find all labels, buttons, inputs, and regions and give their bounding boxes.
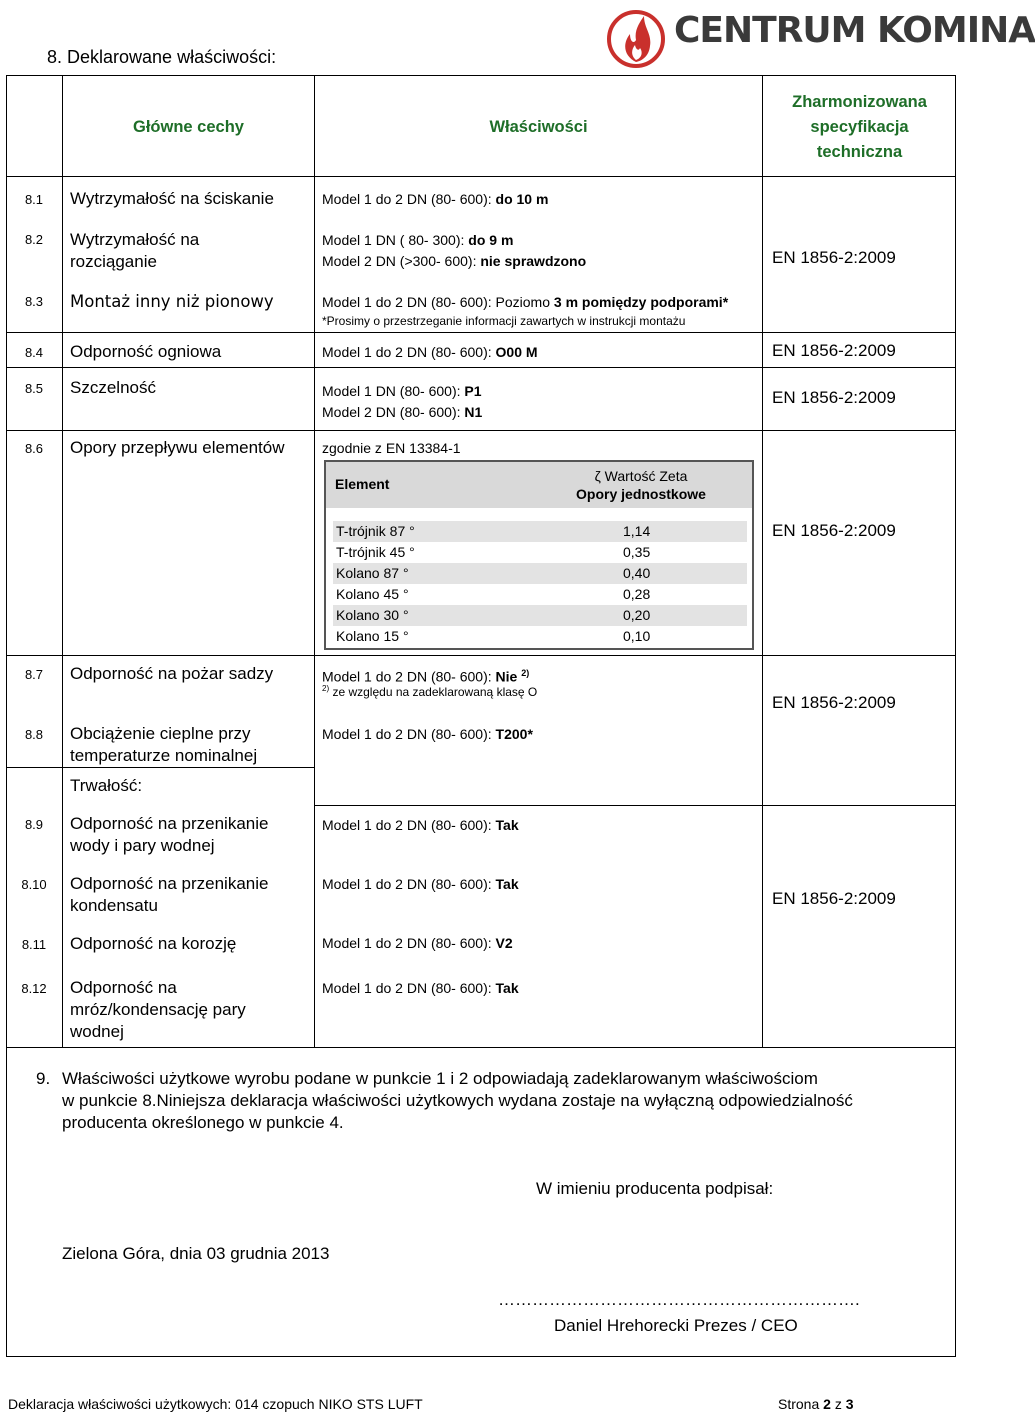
section-9-text [62,1068,942,1134]
property-value: 3 m pomiędzy podporami* [553,294,729,310]
standard-reference: EN 1856-2:2009 [772,341,896,360]
row-feature: Szczelność [70,378,156,397]
zeta-row [333,584,747,605]
footnote-mark: 2) [322,684,330,693]
zeta-row [333,542,747,563]
row-feature [70,977,246,1043]
zeta-table [324,460,754,650]
row-property: zgodnie z EN 13384-1 [322,440,461,456]
row-number: 8.7 [24,667,44,682]
table-bottom-line [6,1047,956,1048]
footer-document-title: Deklaracja właściwości użytkowych: 014 czopuch NIKO STS LUFT [8,1396,423,1412]
feature-line: mróz/kondensację pary [70,1000,246,1019]
row-property [322,189,548,210]
feature-line: Odporność na [70,978,177,997]
zeta-row [333,626,747,647]
page-label: Strona [778,1396,824,1412]
installation-note: *Prosimy o przestrzeganie informacji zawartych w instrukcji montażu [322,314,686,328]
row-property [322,381,482,402]
row-feature [70,813,268,857]
property-text: Model 1 do 2 DN (80- 600): Poziomo [322,294,554,310]
signature-line: ………………………………………………………. [498,1290,860,1309]
row-number: 8.5 [24,381,44,396]
row-property [322,292,728,313]
feature-line: kondensatu [70,896,158,915]
property-text: Model 1 do 2 DN (80- 600): [322,980,496,996]
property-text: Model 1 DN (80- 600): [322,383,465,399]
row-property [322,342,538,363]
logo-text: CENTRUM KOMINA [674,10,1035,51]
feature-line: Odporność na przenikanie [70,874,269,893]
header-spec-line: techniczna [816,142,903,161]
section-9-number: 9. [36,1069,51,1088]
row-number: 8.9 [24,817,44,832]
section-9-line: producenta określonego w punkcie 4. [62,1113,344,1132]
row-property [322,874,519,895]
footnote-text [322,684,537,699]
total-pages: 3 [845,1396,854,1412]
zeta-value: 0,10 [623,628,651,644]
property-text: Model 1 do 2 DN (80- 600): [322,876,496,892]
zeta-value: 0,28 [623,586,651,602]
zeta-element: Kolano 45 ° [336,586,409,602]
row-number: 8.1 [24,192,44,207]
property-value: Nie [495,668,522,685]
standard-reference: EN 1856-2:2009 [772,889,896,908]
row-feature: Odporność ogniowa [70,342,222,361]
property-value: N1 [464,404,483,420]
row-property [322,815,519,836]
footnote-mark: 2) [521,668,530,678]
footnote-body: ze względu na zadeklarowaną klasę O [329,685,538,699]
property-value: nie sprawdzono [480,253,587,269]
zeta-col-value [546,467,736,503]
zeta-table-header [326,462,752,508]
header-main-features: Główne cechy [133,118,244,136]
header-spec-line: Zharmonizowana [792,92,927,111]
current-page: 2 [823,1396,831,1412]
zeta-value: 0,20 [623,607,651,623]
section-9-line: w punkcie 8.Niniejsza deklaracja właściwości użytkowych wydana zostaje na wyłączną odpowiedzialność [62,1091,853,1110]
zeta-col-value-line: Opory jednostkowe [576,486,706,502]
property-text: Model 1 do 2 DN (80- 600): [322,726,496,742]
zeta-element: Kolano 30 ° [336,607,409,623]
zeta-row [333,605,747,626]
row-divider [6,767,314,768]
zeta-row [333,563,747,584]
header-properties: Właściwości [489,118,588,136]
property-text: Model 1 do 2 DN (80- 600): [322,817,496,833]
zeta-col-element: Element [335,476,390,492]
property-value: do 10 m [495,191,549,207]
row-divider [6,655,956,656]
property-value: Tak [495,980,519,996]
section-heading: 8. Deklarowane właściwości: [47,47,277,67]
feature-line: wodnej [70,1022,124,1041]
column-divider-1 [62,75,63,1047]
column-divider-2 [314,75,315,1047]
header-spec-line: specyfikacja [810,117,909,136]
row-property [322,724,533,745]
property-text: Model 1 do 2 DN (80- 600): [322,191,496,207]
property-text: Model 2 DN (80- 600): [322,404,465,420]
standard-reference: EN 1856-2:2009 [772,693,896,712]
property-text: Model 1 DN ( 80- 300): [322,232,469,248]
property-value: Tak [495,817,519,833]
row-number: 8.10 [21,877,47,892]
property-text: Model 1 do 2 DN (80- 600): [322,344,496,360]
property-value: O00 M [495,344,538,360]
property-text: Model 1 do 2 DN (80- 600): [322,668,496,685]
feature-line: Obciążenie cieplne przy [70,724,251,743]
row-property [322,251,586,272]
standard-reference: EN 1856-2:2009 [772,388,896,407]
row-number: 8.8 [24,727,44,742]
zeta-element: Kolano 87 ° [336,565,409,581]
zeta-value: 1,14 [623,523,651,539]
section-9-line: Właściwości użytkowe wyrobu podane w punkcie 1 i 2 odpowiadają zadeklarowanym właściwościom [62,1069,818,1088]
row-property [322,402,482,423]
row-feature [70,873,268,917]
zeta-value: 0,35 [623,544,651,560]
row-divider [6,332,956,333]
row-feature: Wytrzymałość na ściskanie [70,189,274,208]
row-feature [70,723,257,767]
footer-page-number [778,1396,854,1412]
company-logo [606,6,1035,70]
row-number: 8.3 [24,294,44,309]
zeta-col-value-line: ζ Wartość Zeta [594,468,688,484]
zeta-element: T-trójnik 87 ° [336,523,415,539]
property-value: P1 [464,383,482,399]
property-value: Tak [495,876,519,892]
header-divider [6,176,956,177]
property-text: Model 1 do 2 DN (80- 600): [322,935,496,951]
row-feature [70,229,199,273]
feature-line: temperaturze nominalnej [70,746,258,765]
zeta-element: T-trójnik 45 ° [336,544,415,560]
feature-line: rozciąganie [70,252,157,271]
place-and-date: Zielona Góra, dnia 03 grudnia 2013 [62,1244,330,1263]
row-feature: Odporność na korozję [70,934,237,953]
feature-line: Odporność na przenikanie [70,814,269,833]
zeta-value: 0,40 [623,565,651,581]
property-value: do 9 m [468,232,514,248]
row-feature: Montaż inny niż pionowy [70,292,274,311]
row-property [322,978,519,999]
standard-reference: EN 1856-2:2009 [772,521,896,540]
durability-label: Trwałość: [70,776,143,795]
row-number: 8.2 [24,232,44,247]
column-divider-3 [762,75,763,1047]
row-feature: Odporność na pożar sadzy [70,664,274,683]
row-feature: Opory przepływu elementów [70,438,285,457]
property-value: T200* [495,726,533,742]
feature-line: Wytrzymałość na [70,230,200,249]
signed-on-behalf: W imieniu producenta podpisał: [536,1179,774,1198]
row-number: 8.4 [24,345,44,360]
property-text: Model 2 DN (>300- 600): [322,253,481,269]
row-divider [314,805,956,806]
standard-reference: EN 1856-2:2009 [772,248,896,267]
signer-name: Daniel Hrehorecki Prezes / CEO [554,1316,798,1335]
zeta-row [333,521,747,542]
row-divider [6,430,956,431]
header-harmonized-spec [763,88,956,166]
row-number: 8.6 [24,441,44,456]
feature-line: wody i pary wodnej [70,836,215,855]
property-value: V2 [495,935,513,951]
zeta-element: Kolano 15 ° [336,628,409,644]
row-property [322,230,513,251]
row-property [322,933,513,954]
row-number: 8.12 [21,981,47,996]
row-number: 8.11 [21,937,47,952]
row-divider [6,367,956,368]
page-separator: z [830,1396,846,1412]
